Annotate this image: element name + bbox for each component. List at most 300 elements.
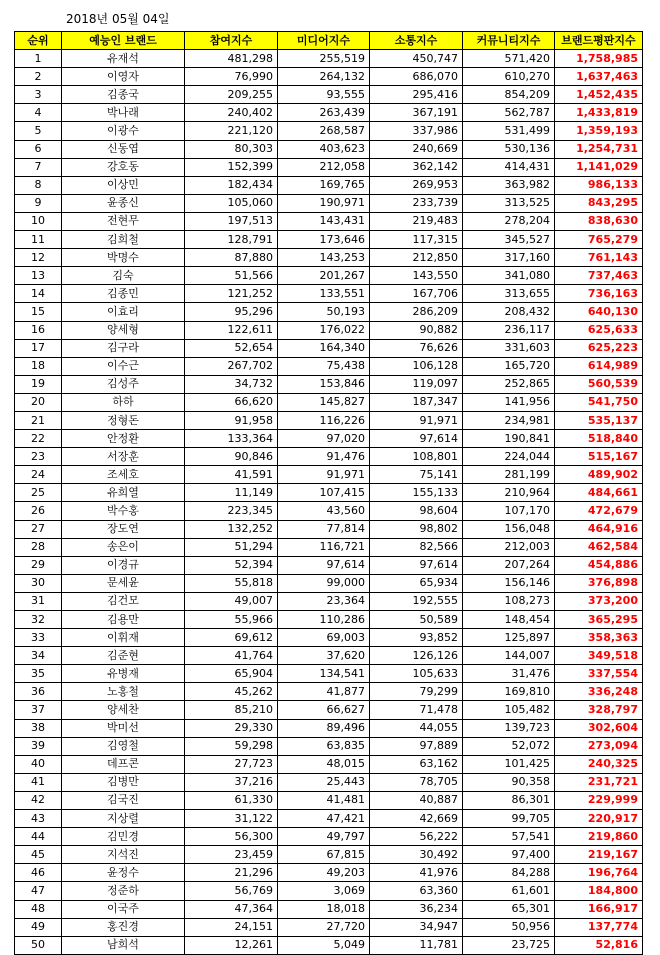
community-cell: 165,720 [463, 357, 555, 375]
community-cell: 313,655 [463, 285, 555, 303]
participation-cell: 105,060 [185, 194, 278, 212]
table-row [15, 737, 643, 755]
brand-name-cell: 김구라 [62, 339, 185, 357]
brand-name-cell: 윤종신 [62, 194, 185, 212]
media-cell: 43,560 [278, 502, 370, 520]
brand-index-cell: 231,721 [555, 773, 643, 791]
community-cell: 854,209 [463, 86, 555, 104]
rank-cell: 49 [15, 918, 62, 936]
rank-cell: 24 [15, 466, 62, 484]
media-cell: 143,431 [278, 212, 370, 230]
community-cell: 207,264 [463, 556, 555, 574]
brand-index-cell: 166,917 [555, 900, 643, 918]
community-cell: 252,865 [463, 375, 555, 393]
table-row [15, 86, 643, 104]
community-cell: 97,400 [463, 846, 555, 864]
rank-cell: 33 [15, 629, 62, 647]
rank-cell: 1 [15, 50, 62, 68]
communication-cell: 42,669 [370, 810, 463, 828]
rank-cell: 38 [15, 719, 62, 737]
participation-cell: 27,723 [185, 755, 278, 773]
media-cell: 153,846 [278, 375, 370, 393]
communication-cell: 219,483 [370, 212, 463, 230]
brand-index-cell: 240,325 [555, 755, 643, 773]
participation-cell: 34,732 [185, 375, 278, 393]
participation-cell: 128,791 [185, 231, 278, 249]
brand-index-cell: 614,989 [555, 357, 643, 375]
participation-cell: 31,122 [185, 810, 278, 828]
communication-cell: 686,070 [370, 68, 463, 86]
communication-cell: 71,478 [370, 701, 463, 719]
media-cell: 25,443 [278, 773, 370, 791]
brand-name-cell: 지석진 [62, 846, 185, 864]
rank-cell: 10 [15, 212, 62, 230]
column-header-rank: 순위 [15, 32, 62, 50]
participation-cell: 24,151 [185, 918, 278, 936]
brand-name-cell: 신동엽 [62, 140, 185, 158]
community-cell: 212,003 [463, 538, 555, 556]
community-cell: 101,425 [463, 755, 555, 773]
rank-cell: 19 [15, 375, 62, 393]
brand-name-cell: 김국진 [62, 791, 185, 809]
media-cell: 169,765 [278, 176, 370, 194]
brand-name-cell: 윤정수 [62, 864, 185, 882]
brand-index-cell: 518,840 [555, 430, 643, 448]
brand-name-cell: 전현무 [62, 212, 185, 230]
media-cell: 18,018 [278, 900, 370, 918]
media-cell: 37,620 [278, 647, 370, 665]
table-row [15, 592, 643, 610]
table-row [15, 140, 643, 158]
table-row [15, 68, 643, 86]
media-cell: 41,877 [278, 683, 370, 701]
table-header-row [15, 32, 643, 50]
community-cell: 23,725 [463, 936, 555, 954]
brand-index-cell: 373,200 [555, 592, 643, 610]
table-row [15, 611, 643, 629]
community-cell: 224,044 [463, 448, 555, 466]
participation-cell: 55,966 [185, 611, 278, 629]
rank-cell: 35 [15, 665, 62, 683]
table-body [15, 50, 643, 955]
community-cell: 317,160 [463, 249, 555, 267]
rank-cell: 48 [15, 900, 62, 918]
rank-cell: 31 [15, 592, 62, 610]
communication-cell: 79,299 [370, 683, 463, 701]
table-row [15, 773, 643, 791]
brand-index-cell: 454,886 [555, 556, 643, 574]
media-cell: 255,519 [278, 50, 370, 68]
rank-cell: 20 [15, 393, 62, 411]
media-cell: 176,022 [278, 321, 370, 339]
table-row [15, 267, 643, 285]
table-row [15, 882, 643, 900]
communication-cell: 167,706 [370, 285, 463, 303]
communication-cell: 119,097 [370, 375, 463, 393]
participation-cell: 47,364 [185, 900, 278, 918]
table-row [15, 393, 643, 411]
rank-cell: 13 [15, 267, 62, 285]
participation-cell: 55,818 [185, 574, 278, 592]
brand-index-cell: 302,604 [555, 719, 643, 737]
media-cell: 107,415 [278, 484, 370, 502]
brand-name-cell: 강호동 [62, 158, 185, 176]
media-cell: 63,835 [278, 737, 370, 755]
media-cell: 48,015 [278, 755, 370, 773]
column-header-brand: 예능인 브랜드 [62, 32, 185, 50]
table-row [15, 918, 643, 936]
table-row [15, 158, 643, 176]
community-cell: 234,981 [463, 411, 555, 429]
participation-cell: 221,120 [185, 122, 278, 140]
rank-cell: 21 [15, 411, 62, 429]
communication-cell: 50,589 [370, 611, 463, 629]
brand-name-cell: 박수홍 [62, 502, 185, 520]
community-cell: 125,897 [463, 629, 555, 647]
media-cell: 212,058 [278, 158, 370, 176]
column-header-participation: 참여지수 [185, 32, 278, 50]
media-cell: 23,364 [278, 592, 370, 610]
community-cell: 61,601 [463, 882, 555, 900]
brand-name-cell: 홍진경 [62, 918, 185, 936]
table-row [15, 538, 643, 556]
community-cell: 210,964 [463, 484, 555, 502]
community-cell: 84,288 [463, 864, 555, 882]
media-cell: 75,438 [278, 357, 370, 375]
rank-cell: 4 [15, 104, 62, 122]
brand-name-cell: 박명수 [62, 249, 185, 267]
brand-name-cell: 김종민 [62, 285, 185, 303]
brand-name-cell: 남희석 [62, 936, 185, 954]
table-row [15, 719, 643, 737]
media-cell: 116,721 [278, 538, 370, 556]
table-row [15, 430, 643, 448]
brand-index-cell: 737,463 [555, 267, 643, 285]
communication-cell: 97,614 [370, 556, 463, 574]
participation-cell: 51,294 [185, 538, 278, 556]
table-row [15, 701, 643, 719]
media-cell: 268,587 [278, 122, 370, 140]
brand-index-cell: 986,133 [555, 176, 643, 194]
communication-cell: 286,209 [370, 303, 463, 321]
brand-name-cell: 송은이 [62, 538, 185, 556]
communication-cell: 192,555 [370, 592, 463, 610]
brand-index-cell: 625,633 [555, 321, 643, 339]
brand-name-cell: 양세찬 [62, 701, 185, 719]
participation-cell: 21,296 [185, 864, 278, 882]
communication-cell: 30,492 [370, 846, 463, 864]
rank-cell: 34 [15, 647, 62, 665]
communication-cell: 98,604 [370, 502, 463, 520]
media-cell: 133,551 [278, 285, 370, 303]
participation-cell: 80,303 [185, 140, 278, 158]
communication-cell: 269,953 [370, 176, 463, 194]
participation-cell: 85,210 [185, 701, 278, 719]
rank-cell: 12 [15, 249, 62, 267]
rank-cell: 15 [15, 303, 62, 321]
brand-name-cell: 박미선 [62, 719, 185, 737]
brand-index-cell: 535,137 [555, 411, 643, 429]
participation-cell: 37,216 [185, 773, 278, 791]
communication-cell: 143,550 [370, 267, 463, 285]
brand-index-cell: 196,764 [555, 864, 643, 882]
participation-cell: 52,654 [185, 339, 278, 357]
media-cell: 173,646 [278, 231, 370, 249]
community-cell: 156,146 [463, 574, 555, 592]
community-cell: 50,956 [463, 918, 555, 936]
communication-cell: 367,191 [370, 104, 463, 122]
brand-name-cell: 김건모 [62, 592, 185, 610]
communication-cell: 90,882 [370, 321, 463, 339]
communication-cell: 97,889 [370, 737, 463, 755]
brand-index-cell: 336,248 [555, 683, 643, 701]
table-row [15, 629, 643, 647]
brand-index-cell: 137,774 [555, 918, 643, 936]
communication-cell: 126,126 [370, 647, 463, 665]
communication-cell: 105,633 [370, 665, 463, 683]
communication-cell: 155,133 [370, 484, 463, 502]
rank-cell: 28 [15, 538, 62, 556]
brand-name-cell: 김성주 [62, 375, 185, 393]
community-cell: 144,007 [463, 647, 555, 665]
participation-cell: 59,298 [185, 737, 278, 755]
communication-cell: 82,566 [370, 538, 463, 556]
communication-cell: 91,971 [370, 411, 463, 429]
rank-cell: 40 [15, 755, 62, 773]
communication-cell: 117,315 [370, 231, 463, 249]
brand-index-cell: 184,800 [555, 882, 643, 900]
community-cell: 52,072 [463, 737, 555, 755]
brand-index-cell: 219,860 [555, 828, 643, 846]
brand-name-cell: 노홍철 [62, 683, 185, 701]
participation-cell: 49,007 [185, 592, 278, 610]
media-cell: 47,421 [278, 810, 370, 828]
media-cell: 116,226 [278, 411, 370, 429]
rank-cell: 27 [15, 520, 62, 538]
community-cell: 562,787 [463, 104, 555, 122]
brand-name-cell: 김희철 [62, 231, 185, 249]
table-row [15, 212, 643, 230]
rank-cell: 11 [15, 231, 62, 249]
rank-cell: 2 [15, 68, 62, 86]
brand-index-cell: 337,554 [555, 665, 643, 683]
community-cell: 281,199 [463, 466, 555, 484]
community-cell: 341,080 [463, 267, 555, 285]
brand-name-cell: 김숙 [62, 267, 185, 285]
community-cell: 141,956 [463, 393, 555, 411]
brand-index-cell: 489,902 [555, 466, 643, 484]
brand-name-cell: 정형돈 [62, 411, 185, 429]
communication-cell: 63,162 [370, 755, 463, 773]
communication-cell: 65,934 [370, 574, 463, 592]
brand-name-cell: 문세윤 [62, 574, 185, 592]
table-row [15, 466, 643, 484]
brand-index-cell: 365,295 [555, 611, 643, 629]
table-row [15, 104, 643, 122]
media-cell: 91,971 [278, 466, 370, 484]
participation-cell: 87,880 [185, 249, 278, 267]
participation-cell: 481,298 [185, 50, 278, 68]
table-row [15, 936, 643, 954]
community-cell: 57,541 [463, 828, 555, 846]
community-cell: 156,048 [463, 520, 555, 538]
participation-cell: 197,513 [185, 212, 278, 230]
participation-cell: 132,252 [185, 520, 278, 538]
participation-cell: 76,990 [185, 68, 278, 86]
participation-cell: 41,591 [185, 466, 278, 484]
rank-cell: 50 [15, 936, 62, 954]
table-row [15, 828, 643, 846]
brand-index-cell: 219,167 [555, 846, 643, 864]
communication-cell: 212,850 [370, 249, 463, 267]
column-header-media: 미디어지수 [278, 32, 370, 50]
brand-index-cell: 273,094 [555, 737, 643, 755]
rank-cell: 25 [15, 484, 62, 502]
communication-cell: 34,947 [370, 918, 463, 936]
participation-cell: 52,394 [185, 556, 278, 574]
column-header-community: 커뮤니티지수 [463, 32, 555, 50]
community-cell: 139,723 [463, 719, 555, 737]
rank-cell: 3 [15, 86, 62, 104]
communication-cell: 93,852 [370, 629, 463, 647]
brand-index-cell: 1,141,029 [555, 158, 643, 176]
brand-index-cell: 541,750 [555, 393, 643, 411]
community-cell: 363,982 [463, 176, 555, 194]
media-cell: 201,267 [278, 267, 370, 285]
community-cell: 99,705 [463, 810, 555, 828]
brand-index-cell: 761,143 [555, 249, 643, 267]
community-cell: 86,301 [463, 791, 555, 809]
community-cell: 31,476 [463, 665, 555, 683]
participation-cell: 209,255 [185, 86, 278, 104]
community-cell: 105,482 [463, 701, 555, 719]
participation-cell: 61,330 [185, 791, 278, 809]
table-row [15, 249, 643, 267]
brand-name-cell: 이수근 [62, 357, 185, 375]
rank-cell: 45 [15, 846, 62, 864]
participation-cell: 11,149 [185, 484, 278, 502]
participation-cell: 56,300 [185, 828, 278, 846]
media-cell: 263,439 [278, 104, 370, 122]
community-cell: 90,358 [463, 773, 555, 791]
rank-cell: 17 [15, 339, 62, 357]
communication-cell: 41,976 [370, 864, 463, 882]
communication-cell: 295,416 [370, 86, 463, 104]
table-row [15, 900, 643, 918]
participation-cell: 90,846 [185, 448, 278, 466]
brand-index-cell: 765,279 [555, 231, 643, 249]
communication-cell: 450,747 [370, 50, 463, 68]
brand-name-cell: 유희열 [62, 484, 185, 502]
rank-cell: 6 [15, 140, 62, 158]
rank-cell: 39 [15, 737, 62, 755]
brand-index-cell: 1,637,463 [555, 68, 643, 86]
participation-cell: 66,620 [185, 393, 278, 411]
brand-name-cell: 김용만 [62, 611, 185, 629]
brand-name-cell: 김준현 [62, 647, 185, 665]
brand-name-cell: 박나래 [62, 104, 185, 122]
communication-cell: 44,055 [370, 719, 463, 737]
brand-index-cell: 376,898 [555, 574, 643, 592]
brand-index-cell: 1,359,193 [555, 122, 643, 140]
participation-cell: 51,566 [185, 267, 278, 285]
communication-cell: 337,986 [370, 122, 463, 140]
table-row [15, 556, 643, 574]
media-cell: 69,003 [278, 629, 370, 647]
rank-cell: 22 [15, 430, 62, 448]
brand-name-cell: 김민경 [62, 828, 185, 846]
rank-cell: 43 [15, 810, 62, 828]
community-cell: 107,170 [463, 502, 555, 520]
rank-cell: 32 [15, 611, 62, 629]
communication-cell: 233,739 [370, 194, 463, 212]
table-row [15, 502, 643, 520]
rank-cell: 7 [15, 158, 62, 176]
rank-cell: 36 [15, 683, 62, 701]
media-cell: 164,340 [278, 339, 370, 357]
media-cell: 50,193 [278, 303, 370, 321]
brand-index-cell: 52,816 [555, 936, 643, 954]
brand-name-cell: 하하 [62, 393, 185, 411]
communication-cell: 63,360 [370, 882, 463, 900]
table-row [15, 574, 643, 592]
community-cell: 530,136 [463, 140, 555, 158]
participation-cell: 56,769 [185, 882, 278, 900]
community-cell: 571,420 [463, 50, 555, 68]
participation-cell: 69,612 [185, 629, 278, 647]
media-cell: 91,476 [278, 448, 370, 466]
communication-cell: 108,801 [370, 448, 463, 466]
media-cell: 66,627 [278, 701, 370, 719]
community-cell: 190,841 [463, 430, 555, 448]
participation-cell: 152,399 [185, 158, 278, 176]
table-row [15, 231, 643, 249]
community-cell: 313,525 [463, 194, 555, 212]
brand-name-cell: 김영철 [62, 737, 185, 755]
communication-cell: 75,141 [370, 466, 463, 484]
communication-cell: 97,614 [370, 430, 463, 448]
communication-cell: 11,781 [370, 936, 463, 954]
table-row [15, 357, 643, 375]
brand-index-cell: 464,916 [555, 520, 643, 538]
participation-cell: 121,252 [185, 285, 278, 303]
brand-name-cell: 양세형 [62, 321, 185, 339]
table-row [15, 810, 643, 828]
communication-cell: 187,347 [370, 393, 463, 411]
media-cell: 49,203 [278, 864, 370, 882]
participation-cell: 267,702 [185, 357, 278, 375]
participation-cell: 65,904 [185, 665, 278, 683]
rank-cell: 18 [15, 357, 62, 375]
table-row [15, 375, 643, 393]
table-row [15, 647, 643, 665]
table-row [15, 339, 643, 357]
media-cell: 97,020 [278, 430, 370, 448]
rank-cell: 47 [15, 882, 62, 900]
column-header-brand-index: 브랜드평판지수 [555, 32, 643, 50]
media-cell: 403,623 [278, 140, 370, 158]
communication-cell: 40,887 [370, 791, 463, 809]
media-cell: 77,814 [278, 520, 370, 538]
table-row [15, 303, 643, 321]
column-header-communication: 소통지수 [370, 32, 463, 50]
brand-index-cell: 640,130 [555, 303, 643, 321]
brand-index-cell: 625,223 [555, 339, 643, 357]
community-cell: 65,301 [463, 900, 555, 918]
brand-name-cell: 유재석 [62, 50, 185, 68]
media-cell: 49,797 [278, 828, 370, 846]
table-row [15, 665, 643, 683]
